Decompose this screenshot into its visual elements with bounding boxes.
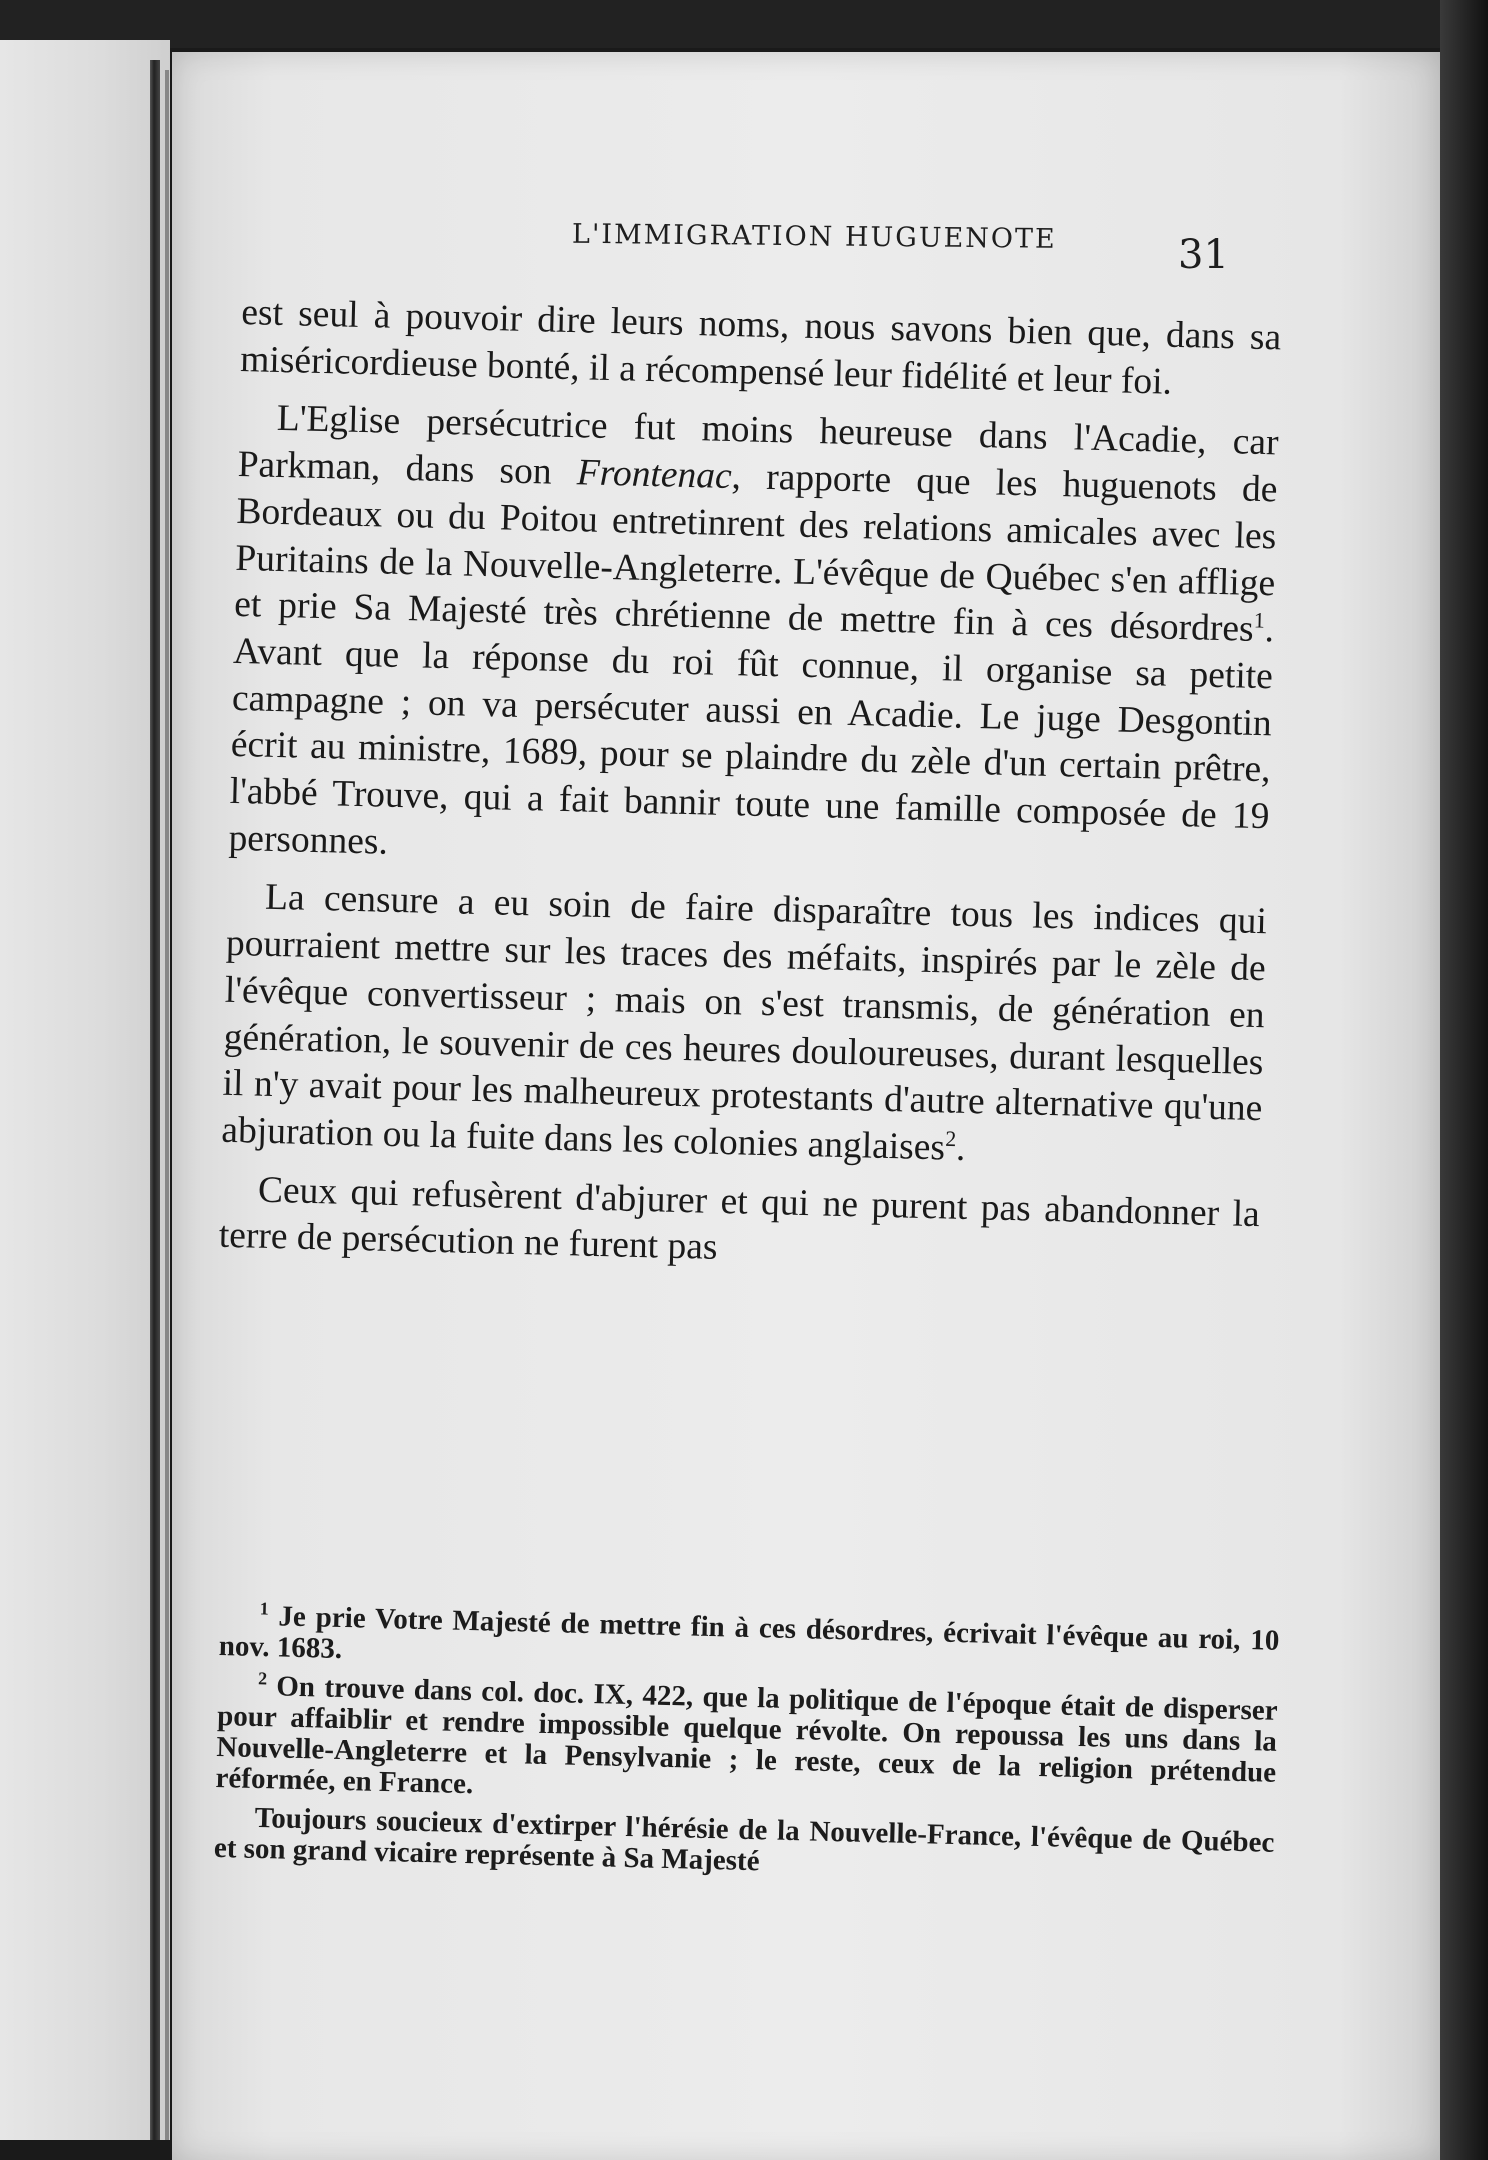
book-title-italic: Frontenac (576, 452, 733, 498)
page-number: 31 (1178, 232, 1229, 278)
page (172, 52, 1440, 2160)
body-text (218, 290, 1282, 1297)
paragraph-1 (240, 290, 1282, 409)
paragraph-text: . Avant que la réponse du roi fût connue, il organise sa petite campagne ; on va persécuter aussi en Acadie. Le juge Desgontin écrit au ministre, 1689, pour se plaindre du zèle d'un certain prêtre, l'abbé Trouve, qui a fait bannir toute une famille composée de 19 personnes. (228, 609, 1275, 863)
footnote-ref-2: 2 (944, 1125, 957, 1152)
paragraph-text: Ceux qui refusèrent d'abjurer et qui ne purent pas abandonner la terre de persécution ne furent pas (218, 1169, 1261, 1269)
scan-top-border (0, 0, 1488, 48)
footnote-text: Je prie Votre Majesté de mettre fin à ces désordres, écrivait l'évêque au roi, 10 nov. 1683. (218, 1600, 1280, 1665)
footnotes (213, 1600, 1279, 1898)
footnote-text: On trouve dans col. doc. IX, 422, que la politique de l'époque était de disperser pour affaiblir et rendre impossible quelque révolte. On repoussa les uns dans la Nouvelle-Angleterre et la Pensylvanie ; le reste, ceux de la religion prétendue réformée, en France. (215, 1670, 1278, 1801)
scan-right-border (1440, 0, 1488, 2160)
book-spine-edge (165, 70, 169, 2140)
running-head: L'IMMIGRATION HUGUENOTE (571, 218, 1057, 255)
paragraph-text: est seul à pouvoir dire leurs noms, nous savons bien que, dans sa miséricordieuse bonté, il a récompensé leur fidélité et leur foi. (239, 291, 1282, 403)
paragraph-text: , rapporte que les huguenots de Bordeaux ou du Poitou entretinrent des relations amicales avec les Puritains de la Nouvelle-Angleterre. L'évêque de Québec s'en afflige et prie Sa Majesté très chrétienne de mettre fin à ces désordres (233, 456, 1278, 651)
paragraph-2 (228, 395, 1279, 887)
footnote-marker: 1 (259, 1598, 270, 1619)
paragraph-4 (218, 1166, 1260, 1285)
paragraph-3 (221, 874, 1268, 1180)
book-spine (150, 60, 160, 2140)
footnote-ref-1: 1 (1253, 607, 1266, 633)
footnote-2 (215, 1670, 1278, 1820)
paragraph-text: L'Eglise persécutrice fut moins heureuse dans l'Acadie, car Parkman, dans son (237, 398, 1280, 494)
paragraph-text: . (955, 1127, 966, 1169)
paragraph-text: La censure a eu soin de faire disparaître tous les indices qui pourraient mettre sur les traces des méfaits, inspirés par le zèle de l'évêque convertisseur ; mais on s'est transmis, de génération en génération, le souvenir de ces heures douloureuses, durant lesquelles il n'y avait pour les malheureux protestants d'autre alternative qu'une abjuration ou la fuite dans les colonies anglaises (220, 877, 1268, 1169)
footnote-text: Toujours soucieux d'extirper l'hérésie de la Nouvelle-France, l'évêque de Québec et son grand vicaire représente à Sa Majesté (213, 1801, 1275, 1878)
footnote-marker: 2 (257, 1668, 268, 1689)
facing-page-edge (0, 40, 170, 2140)
